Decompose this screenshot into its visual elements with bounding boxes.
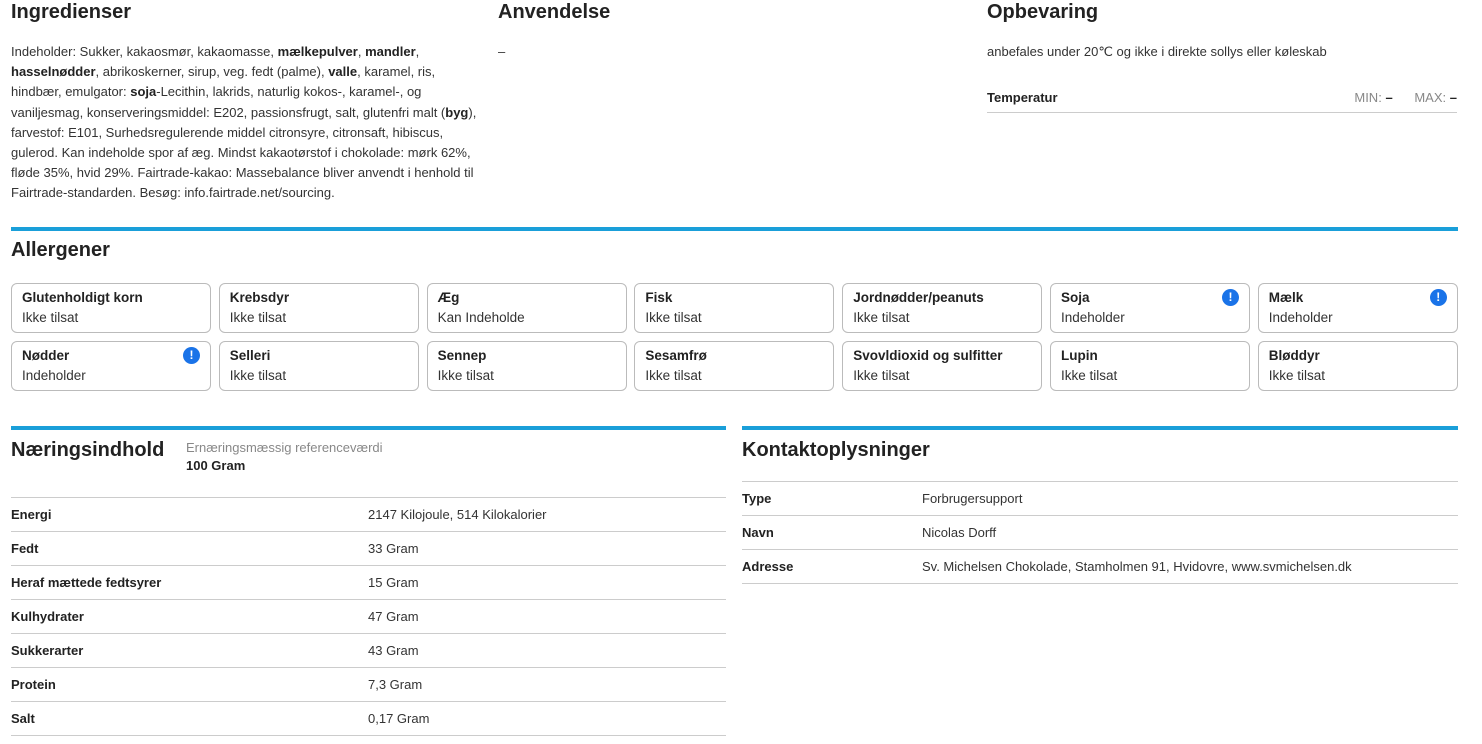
- nutrition-row: [11, 634, 726, 668]
- allergen-status: Ikke tilsat: [645, 368, 702, 383]
- nutrition-row: [11, 498, 726, 532]
- temp-min-value: –: [1385, 90, 1393, 105]
- exclamation-circle-icon: !: [1222, 289, 1239, 306]
- ingredients-title: Ingredienser: [11, 1, 132, 23]
- allergens-divider: [11, 227, 1458, 231]
- allergens-title: Allergener: [11, 239, 110, 261]
- nutrition-divider: [11, 426, 726, 430]
- allergen-card: [427, 283, 627, 333]
- allergen-name: Nødder: [22, 348, 70, 363]
- allergen-card: [427, 341, 627, 391]
- exclamation-circle-icon: !: [1430, 289, 1447, 306]
- allergen-name: Lupin: [1060, 348, 1098, 363]
- allergen-card: [1258, 283, 1458, 333]
- nutrition-row-label: Fedt: [11, 541, 39, 556]
- contact-row-label: Adresse: [742, 559, 794, 574]
- ingredient-allergen-highlight: byg: [445, 104, 469, 120]
- allergen-name: Fisk: [645, 290, 673, 305]
- allergen-status: Ikke tilsat: [853, 368, 910, 383]
- ingredient-allergen-highlight: hasselnødder: [11, 64, 96, 80]
- nutrition-row-label: Salt: [11, 711, 35, 726]
- contact-row-label: Navn: [742, 525, 774, 540]
- exclamation-circle-icon: !: [183, 347, 200, 364]
- contact-row-value: Forbrugersupport: [922, 491, 1023, 506]
- usage-title: Anvendelse: [498, 1, 611, 23]
- allergen-name: Sesamfrø: [645, 348, 707, 363]
- nutrition-row-value: 15 Gram: [368, 575, 419, 590]
- ingredient-text-segment: -Lecithin, lakrids, naturlig kokos-, karamel-, og vaniljesmag, konserveringsmiddel: E202, passionsfrugt, salt, glutenfri malt (: [11, 84, 446, 120]
- allergen-status: Ikke tilsat: [229, 368, 287, 383]
- temp-max-label: MAX:: [1414, 90, 1447, 105]
- nutrition-row: [11, 702, 726, 736]
- allergen-card: [219, 283, 419, 333]
- nutrition-row-value: 0,17 Gram: [368, 711, 430, 726]
- allergen-card: [1050, 341, 1250, 391]
- ingredient-text-segment: Indeholder: Sukker, kakaosmør, kakaomasse,: [11, 44, 278, 59]
- nutrition-row: [11, 566, 726, 600]
- temperature-row: [987, 84, 1457, 113]
- ingredient-text-segment: ,: [357, 44, 366, 59]
- contact-row: [742, 550, 1458, 584]
- ingredient-text-segment: ), farvestof: E101, Surhedsregulerende middel citronsyre, citronsaft, hibiscus, gulerod. Kan indeholde spor af æg. Mindst kakaotørstof i chokolade: mørk 62%, fløde 35%, hvid 29%. Fairtrade-kakao: Massebalance bliver anvendt i henhold til Fairtrade-standarden. Besøg: info.fairtrade.net/sourcing.: [11, 104, 477, 201]
- nutrition-row-value: 7,3 Gram: [368, 677, 423, 692]
- temp-min-label: MIN:: [1354, 90, 1382, 105]
- allergen-card: [1258, 341, 1458, 391]
- allergen-card: [11, 341, 211, 391]
- contact-row-label: Type: [742, 491, 772, 506]
- contact-row: [742, 482, 1458, 516]
- ingredient-allergen-highlight: valle: [328, 64, 358, 80]
- allergen-status: Indeholder: [1268, 310, 1333, 325]
- usage-value: –: [498, 44, 506, 59]
- allergen-name: Svovldioxid og sulfitter: [853, 348, 1003, 363]
- allergen-name: Glutenholdigt korn: [22, 290, 143, 305]
- allergen-name: Sennep: [437, 348, 487, 363]
- allergen-card: [842, 341, 1042, 391]
- nutrition-row-label: Energi: [11, 507, 52, 522]
- allergen-card: [219, 341, 419, 391]
- nutrition-row-value: 33 Gram: [368, 541, 419, 556]
- allergen-status: Indeholder: [1060, 310, 1125, 325]
- nutrition-row: [11, 600, 726, 634]
- temperature-label: Temperatur: [987, 90, 1058, 105]
- contact-row-value: Sv. Michelsen Chokolade, Stamholmen 91, Hvidovre, www.svmichelsen.dk: [922, 559, 1352, 574]
- nutrition-row-value: 43 Gram: [368, 643, 419, 658]
- contact-row: [742, 516, 1458, 550]
- temp-max-value: –: [1449, 90, 1457, 105]
- allergen-grid: [11, 283, 1458, 391]
- allergen-name: Jordnødder/peanuts: [853, 290, 984, 305]
- nutrition-title: Næringsindhold: [11, 439, 165, 461]
- allergen-name: Krebsdyr: [229, 290, 290, 305]
- allergen-name: Bløddyr: [1268, 348, 1320, 363]
- nutrition-row-value: 2147 Kilojoule, 514 Kilokalorier: [368, 507, 547, 522]
- ingredient-allergen-highlight: soja: [130, 84, 157, 100]
- allergen-status: Kan Indeholde: [437, 310, 525, 325]
- allergen-name: Mælk: [1268, 290, 1304, 305]
- contact-table: [742, 481, 1458, 584]
- ingredient-text-segment: , karamel, ris, hindbær, emulgator:: [11, 64, 436, 100]
- allergen-name: Æg: [437, 290, 460, 305]
- allergen-status: Indeholder: [22, 368, 86, 383]
- temperature-values: [1354, 90, 1457, 105]
- allergen-status: Ikke tilsat: [1268, 368, 1326, 383]
- allergen-status: Ikke tilsat: [437, 368, 494, 383]
- contact-title: Kontaktoplysninger: [742, 439, 930, 461]
- nutrition-row-label: Heraf mættede fedtsyrer: [11, 575, 162, 590]
- ingredient-allergen-highlight: mælkepulver: [277, 44, 358, 59]
- reference-value: 100 Gram: [186, 458, 246, 473]
- allergen-status: Ikke tilsat: [853, 310, 910, 325]
- allergen-card: [634, 283, 834, 333]
- nutrition-row: [11, 532, 726, 566]
- nutrition-row: [11, 668, 726, 702]
- allergen-card: [11, 283, 211, 333]
- ingredient-allergen-highlight: mandler: [365, 44, 416, 59]
- allergen-name: Soja: [1060, 290, 1090, 305]
- allergen-status: Ikke tilsat: [229, 310, 287, 325]
- allergen-status: Ikke tilsat: [1060, 368, 1118, 383]
- nutrition-row-value: 47 Gram: [368, 609, 419, 624]
- contact-divider: [742, 426, 1458, 430]
- allergen-card: [634, 341, 834, 391]
- nutrition-table: [11, 497, 726, 736]
- contact-row-value: Nicolas Dorff: [922, 525, 997, 540]
- allergen-card: [842, 283, 1042, 333]
- allergen-status: Ikke tilsat: [22, 310, 79, 325]
- ingredient-text-segment: , abrikoskerner, sirup, veg. fedt (palme),: [95, 64, 329, 80]
- nutrition-row-label: Kulhydrater: [11, 609, 84, 624]
- ingredients-text: [11, 42, 486, 204]
- reference-label: Ernæringsmæssig referenceværdi: [186, 440, 383, 455]
- allergen-name: Selleri: [229, 348, 271, 363]
- allergen-status: Ikke tilsat: [645, 310, 702, 325]
- storage-title: Opbevaring: [987, 1, 1099, 23]
- nutrition-row-label: Protein: [11, 677, 56, 692]
- ingredient-text-segment: ,: [415, 44, 420, 59]
- nutrition-reference: [186, 440, 383, 473]
- nutrition-row-label: Sukkerarter: [11, 643, 84, 658]
- allergen-card: [1050, 283, 1250, 333]
- storage-value: anbefales under 20℃ og ikke i direkte sollys eller køleskab: [987, 44, 1327, 59]
